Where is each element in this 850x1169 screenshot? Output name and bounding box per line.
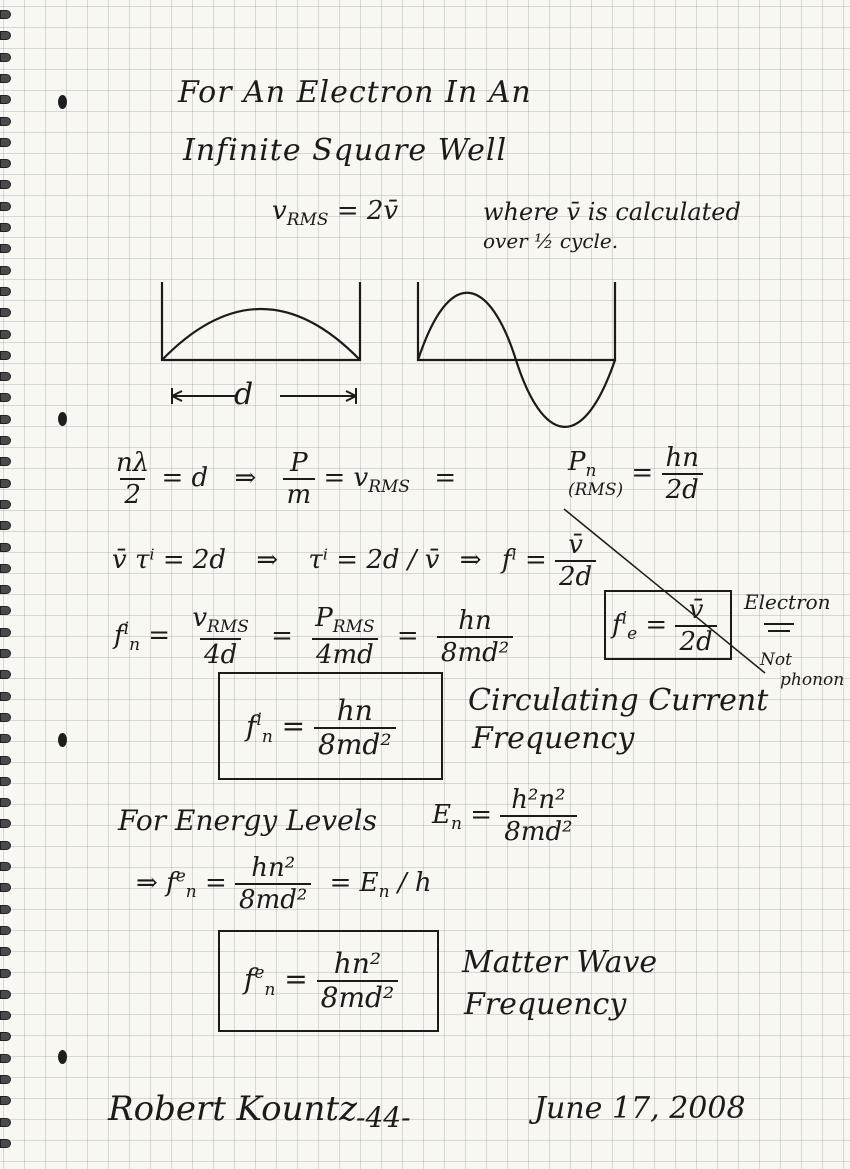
energy-fraction — [500, 787, 576, 845]
spiral-coil — [0, 436, 11, 445]
spiral-coil — [0, 287, 11, 296]
spiral-coil — [0, 330, 11, 339]
author-signature: Robert Kountz — [108, 1089, 358, 1129]
spiral-coil — [0, 564, 11, 573]
hn-numerator: hn — [336, 694, 373, 727]
matter-wave-label: Matter Wave — [462, 945, 658, 980]
spiral-coil — [0, 393, 11, 402]
nlambda-fraction — [112, 450, 153, 508]
equals-sign: = — [284, 962, 308, 996]
vrms-subscript: RMS — [368, 477, 411, 498]
spiral-coil — [0, 543, 11, 552]
spiral-coil — [0, 756, 11, 765]
spiral-coil — [0, 734, 11, 743]
row2-equation — [112, 532, 596, 590]
spiral-coil — [0, 969, 11, 978]
punch-hole — [58, 1050, 67, 1064]
vrms-numerator: $v_{RMS}$ — [192, 603, 249, 638]
8md2-denominator: 8md² — [235, 883, 311, 913]
f-subscript: n — [129, 634, 141, 655]
frequency-label: Frequency — [472, 721, 635, 756]
nlambda-denominator: 2 — [120, 478, 145, 508]
spiral-coil — [0, 819, 11, 828]
pn-symbol: P — [568, 446, 586, 477]
hn-numerator: hn — [665, 443, 699, 473]
equals-1: = — [148, 620, 171, 651]
equals-sign: = — [434, 463, 457, 493]
pn-expression — [568, 445, 703, 503]
spiral-coil — [0, 117, 11, 126]
f-superscript: e — [254, 963, 265, 984]
spiral-coil — [0, 905, 11, 914]
8md2-denominator: 8md² — [437, 636, 513, 666]
vrms-note-line-2: over ½ cycle. — [483, 229, 619, 253]
eq-vrms: = v — [323, 463, 369, 493]
vrms-over-4d-fraction — [188, 603, 253, 671]
spiral-coil — [0, 990, 11, 999]
spiral-coil — [0, 479, 11, 488]
row5-equation — [136, 855, 432, 913]
spiral-coil — [0, 926, 11, 935]
spiral-binding — [0, 0, 14, 1169]
e-symbol: E — [432, 800, 451, 830]
f-superscript: i — [256, 710, 262, 731]
spiral-coil — [0, 351, 11, 360]
f-subscript: n — [264, 980, 276, 1001]
equals-en: = E — [329, 868, 379, 898]
p-over-m-fraction — [283, 450, 316, 508]
f-symbol: f — [244, 962, 255, 996]
hn-over-2d-fraction — [661, 445, 703, 503]
spiral-coil — [0, 74, 11, 83]
f-superscript: i — [123, 618, 130, 639]
electron-side-note: Electron — [744, 590, 831, 614]
spiral-coil — [0, 415, 11, 424]
f-subscript: n — [261, 727, 273, 748]
2d-denominator: 2d — [675, 625, 716, 655]
spiral-coil — [0, 798, 11, 807]
spiral-coil — [0, 777, 11, 786]
8md2-denominator: 8md² — [317, 980, 399, 1012]
spiral-coil — [0, 841, 11, 850]
date: June 17, 2008 — [534, 1091, 746, 1126]
vbar-tau-expression: v̄ τⁱ = 2d — [112, 545, 227, 575]
punch-hole — [58, 733, 67, 747]
p-numerator: P — [290, 448, 308, 478]
first-excited-state-well-diagram — [410, 278, 630, 438]
vrms-note-line-1: where v̄ is calculated — [483, 198, 741, 226]
spiral-coil — [0, 947, 11, 956]
spiral-coil — [0, 521, 11, 530]
equals-sign: = — [204, 868, 227, 898]
nlambda-numerator: nλ — [116, 448, 150, 478]
f-superscript: i — [621, 608, 628, 629]
spiral-coil — [0, 180, 11, 189]
hn2-over-8md2-fraction — [235, 855, 311, 913]
punch-hole — [58, 95, 67, 109]
circulating-current-formula — [246, 694, 396, 761]
spiral-coil — [0, 1096, 11, 1105]
vrms-lhs: v — [272, 196, 287, 226]
vbar-numerator: v̄ — [688, 595, 704, 625]
implies-symbol: ⇒ — [136, 868, 158, 898]
spiral-coil — [0, 585, 11, 594]
vrms-rhs: = 2v̄ — [336, 196, 399, 226]
energy-levels-label: For Energy Levels — [118, 804, 377, 837]
page-number: -44- — [356, 1101, 411, 1134]
equals-sign: = — [470, 800, 492, 830]
row1-equation — [112, 450, 456, 508]
spiral-coil — [0, 883, 11, 892]
en-subscript: n — [378, 882, 390, 903]
spiral-coil — [0, 1139, 11, 1148]
well-width-label: d — [234, 377, 254, 412]
spiral-coil — [0, 95, 11, 104]
spiral-coil — [0, 244, 11, 253]
f-symbol: f — [114, 620, 124, 651]
hn-over-8md2-fraction — [437, 605, 513, 668]
spiral-coil — [0, 223, 11, 232]
hn2-numerator: hn² — [251, 853, 296, 883]
pn-subscript: n — [585, 461, 597, 482]
hn-numerator: hn — [458, 605, 492, 636]
f-symbol: f — [166, 868, 176, 898]
f-i-symbol: fⁱ = — [501, 545, 547, 575]
tau-expression: τⁱ = 2d / v̄ — [308, 545, 440, 575]
spiral-coil — [0, 1011, 11, 1020]
pn-equals: = — [631, 458, 654, 488]
not-label: Not — [760, 650, 792, 670]
energy-formula — [432, 787, 577, 845]
e-subscript: n — [450, 814, 462, 835]
4d-denominator: 4d — [200, 638, 241, 668]
equals-sign: = — [281, 709, 306, 743]
vrms-subscript: RMS — [286, 210, 329, 231]
spiral-coil — [0, 1032, 11, 1041]
spiral-coil — [0, 713, 11, 722]
equals-sign: = — [645, 610, 668, 640]
f-subscript: n — [185, 882, 197, 903]
4md-denominator: 4md — [312, 638, 378, 668]
spiral-coil — [0, 500, 11, 509]
divided-by-h: / h — [397, 868, 432, 898]
phonon-label: phonon — [780, 670, 845, 690]
matter-wave-frequency-label: Frequency — [464, 987, 627, 1022]
implies-symbol: ⇒ — [234, 463, 257, 493]
8md2-denominator: 8md² — [314, 727, 396, 759]
spiral-coil — [0, 266, 11, 275]
vbar-numerator: v̄ — [568, 530, 583, 560]
spiral-coil — [0, 138, 11, 147]
hn2-over-8md2-fraction — [317, 947, 399, 1014]
vrms-equation — [272, 198, 398, 229]
prms-over-4md-fraction — [311, 603, 378, 671]
strikethrough-line — [560, 505, 780, 685]
row3-equation — [114, 603, 513, 671]
spiral-coil — [0, 862, 11, 871]
spiral-coil — [0, 670, 11, 679]
spiral-coil — [0, 10, 11, 19]
h2n2-numerator: h²n² — [511, 785, 566, 815]
spiral-coil — [0, 372, 11, 381]
8md2-denominator: 8md² — [500, 815, 576, 845]
spiral-coil — [0, 31, 11, 40]
spiral-coil — [0, 692, 11, 701]
hn2-numerator: hn² — [333, 947, 382, 980]
circulating-current-label: Circulating Current — [468, 683, 769, 718]
f-subscript: e — [627, 624, 638, 645]
punch-hole — [58, 412, 67, 426]
spiral-coil — [0, 202, 11, 211]
2d-denominator: 2d — [555, 560, 596, 590]
spiral-coil — [0, 628, 11, 637]
f-symbol: f — [612, 610, 622, 640]
2d-denominator: 2d — [662, 473, 703, 503]
title-line-1: For An Electron In An — [178, 75, 532, 110]
spiral-coil — [0, 649, 11, 658]
pn-rms-label: (RMS) — [568, 480, 624, 501]
equals-3: = — [396, 620, 419, 651]
f-symbol: f — [246, 709, 257, 743]
prms-numerator: $P_{RMS}$ — [315, 603, 375, 638]
spiral-coil — [0, 308, 11, 317]
implies-symbol: ⇒ — [459, 545, 482, 575]
ground-state-well-diagram — [150, 278, 380, 418]
f-superscript: e — [175, 866, 186, 887]
hn-over-8md2-fraction — [314, 694, 396, 761]
spiral-coil — [0, 457, 11, 466]
m-denominator: m — [283, 478, 316, 508]
matter-wave-formula — [244, 947, 398, 1014]
spiral-coil — [0, 1075, 11, 1084]
equals-2: = — [271, 620, 293, 651]
spiral-coil — [0, 159, 11, 168]
spiral-coil — [0, 1054, 11, 1063]
eq-d: = d — [161, 463, 209, 493]
implies-symbol: ⇒ — [256, 545, 279, 575]
title-line-2: Infinite Square Well — [183, 133, 508, 168]
spiral-coil — [0, 1118, 11, 1127]
spiral-coil — [0, 606, 11, 615]
spiral-coil — [0, 53, 11, 62]
